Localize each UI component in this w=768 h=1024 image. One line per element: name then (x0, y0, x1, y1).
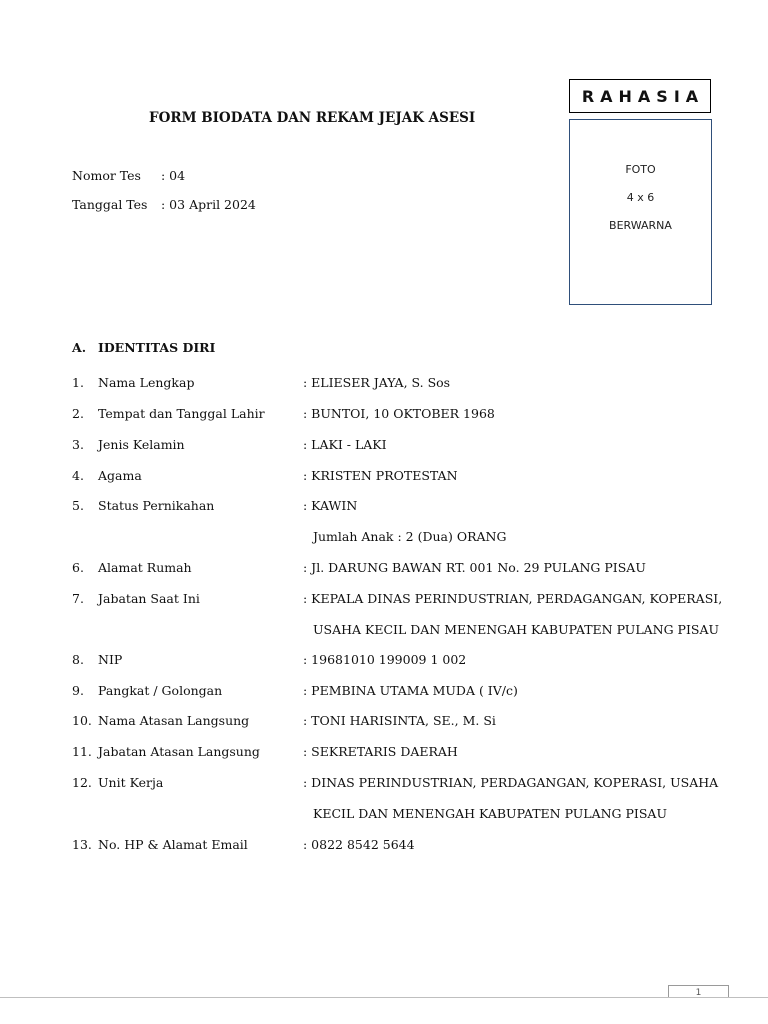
row-number: 3. (72, 437, 84, 452)
row-label: Pangkat / Golongan (98, 683, 223, 698)
row-label: Unit Kerja (98, 775, 164, 790)
test-date-value: : 03 April 2024 (161, 197, 256, 212)
photo-box-line: BERWARNA (609, 219, 672, 232)
row-value: : PEMBINA UTAMA MUDA ( IV/c) (303, 683, 518, 698)
row-label: Nama Lengkap (98, 375, 195, 390)
row-number: 11. (72, 744, 92, 759)
row-value: : ELIESER JAYA, S. Sos (303, 375, 451, 390)
photo-placeholder-box (569, 119, 712, 305)
row-number: 1. (72, 375, 84, 390)
photo-box-line: FOTO (625, 163, 656, 176)
row-value: : KAWIN (303, 498, 358, 513)
row-label: No. HP & Alamat Email (98, 837, 248, 852)
row-number: 4. (72, 468, 84, 483)
row-value-continuation: KECIL DAN MENENGAH KABUPATEN PULANG PISAU (313, 806, 667, 821)
test-number-value: : 04 (161, 168, 186, 183)
row-value-continuation: Jumlah Anak : 2 (Dua) ORANG (313, 529, 507, 544)
row-label: NIP (98, 652, 123, 667)
row-value: : DINAS PERINDUSTRIAN, PERDAGANGAN, KOPERASI, USAHA (303, 775, 719, 790)
row-number: 2. (72, 406, 84, 421)
row-label: Tempat dan Tanggal Lahir (98, 406, 265, 421)
row-value: : KEPALA DINAS PERINDUSTRIAN, PERDAGANGAN, KOPERASI, (303, 591, 723, 606)
page-title: FORM BIODATA DAN REKAM JEJAK ASESI (149, 110, 476, 126)
row-label: Jabatan Atasan Langsung (98, 744, 260, 759)
row-number: 5. (72, 498, 84, 513)
row-number: 10. (72, 713, 92, 728)
row-value: : 19681010 199009 1 002 (303, 652, 467, 667)
row-value: : BUNTOI, 10 OKTOBER 1968 (303, 406, 495, 421)
row-label: Jenis Kelamin (98, 437, 185, 452)
page-footer-divider (0, 997, 768, 998)
row-number: 7. (72, 591, 84, 606)
row-label: Jabatan Saat Ini (98, 591, 200, 606)
test-date-label: Tanggal Tes (72, 197, 148, 212)
section-letter: A. (72, 340, 87, 355)
row-value: : SEKRETARIS DAERAH (303, 744, 458, 759)
page-number: 1 (668, 985, 729, 997)
confidential-label: RAHASIA (569, 79, 711, 113)
row-number: 9. (72, 683, 84, 698)
row-value: : Jl. DARUNG BAWAN RT. 001 No. 29 PULANG PISAU (303, 560, 646, 575)
row-value-continuation: USAHA KECIL DAN MENENGAH KABUPATEN PULANG PISAU (313, 622, 720, 637)
row-label: Nama Atasan Langsung (98, 713, 250, 728)
row-value: : TONI HARISINTA, SE., M. Si (303, 713, 496, 728)
row-label: Agama (98, 468, 142, 483)
row-label: Status Pernikahan (98, 498, 215, 513)
row-number: 8. (72, 652, 84, 667)
row-value: : LAKI - LAKI (303, 437, 387, 452)
section-title: IDENTITAS DIRI (98, 340, 216, 355)
row-value: : 0822 8542 5644 (303, 837, 415, 852)
row-number: 12. (72, 775, 92, 790)
row-number: 13. (72, 837, 92, 852)
photo-box-line: 4 x 6 (626, 191, 655, 204)
row-label: Alamat Rumah (98, 560, 192, 575)
row-number: 6. (72, 560, 84, 575)
test-number-label: Nomor Tes (72, 168, 141, 183)
row-value: : KRISTEN PROTESTAN (303, 468, 458, 483)
